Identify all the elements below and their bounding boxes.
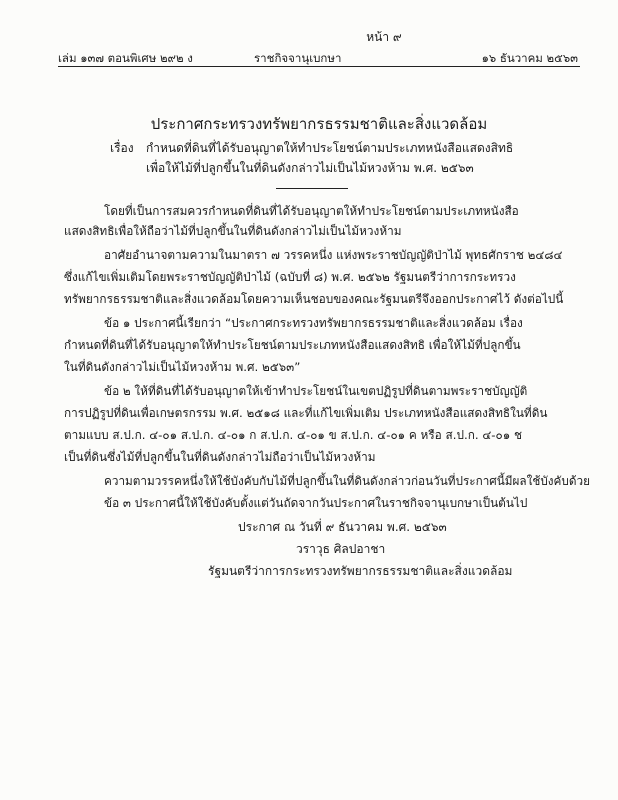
signatory-position: รัฐมนตรีว่าการกระทรวงทรัพยากรธรรมชาติและสิ่งแวดล้อม (208, 564, 513, 578)
body-line: ข้อ ๒ ให้ที่ดินที่ได้รับอนุญาตให้เข้าทำประโยชน์ในเขตปฏิรูปที่ดินตามพระราชบัญญัติ (104, 384, 528, 398)
subject-line-1: กำหนดที่ดินที่ได้รับอนุญาตให้ทำประโยชน์ตามประเภทหนังสือแสดงสิทธิ (146, 141, 514, 155)
body-line: การปฏิรูปที่ดินเพื่อเกษตรกรรม พ.ศ. ๒๕๑๘ และที่แก้ไขเพิ่มเติม ประเภทหนังสือแสดงสิทธิในที่ดิน (64, 406, 548, 420)
signatory-name: วราวุธ ศิลปอาชา (296, 542, 386, 556)
gazette-publication: ราชกิจจานุเบกษา (254, 51, 342, 65)
body-line: ตามแบบ ส.ป.ก. ๔-๐๑ ส.ป.ก. ๔-๐๑ ก ส.ป.ก. ๔-๐๑ ข ส.ป.ก. ๔-๐๑ ค หรือ ส.ป.ก. ๔-๐๑ ช (64, 428, 522, 442)
body-line: แสดงสิทธิเพื่อให้ถือว่าไม้ที่ปลูกขึ้นในที่ดินดังกล่าวไม่เป็นไม้หวงห้าม (64, 224, 402, 238)
body-line: ซึ่งแก้ไขเพิ่มเติมโดยพระราชบัญญัติป่าไม้ (ฉบับที่ ๘) พ.ศ. ๒๕๖๒ รัฐมนตรีว่าการกระทรวง (64, 270, 516, 284)
header-divider (58, 66, 580, 67)
gazette-volume: เล่ม ๑๓๗ ตอนพิเศษ ๒๙๒ ง (58, 51, 193, 65)
body-line: ข้อ ๓ ประกาศนี้ให้ใช้บังคับตั้งแต่วันถัดจากวันประกาศในราชกิจจานุเบกษาเป็นต้นไป (104, 496, 528, 510)
gazette-date: ๑๖ ธันวาคม ๒๕๖๓ (481, 51, 578, 65)
body-line: โดยที่เป็นการสมควรกำหนดที่ดินที่ได้รับอนุญาตให้ทำประโยชน์ตามประเภทหนังสือ (104, 204, 519, 218)
title-divider (276, 188, 348, 189)
subject-line-2: เพื่อให้ไม้ที่ปลูกขึ้นในที่ดินดังกล่าวไม่เป็นไม้หวงห้าม พ.ศ. ๒๕๖๓ (146, 161, 474, 175)
page-number: หน้า ๙ (366, 30, 402, 44)
body-line: เป็นที่ดินซึ่งไม้ที่ปลูกขึ้นในที่ดินดังกล่าวไม่ถือว่าเป็นไม้หวงห้าม (64, 450, 376, 464)
body-line: ในที่ดินดังกล่าวไม่เป็นไม้หวงห้าม พ.ศ. ๒๕๖๓” (64, 360, 301, 374)
body-line: กำหนดที่ดินที่ได้รับอนุญาตให้ทำประโยชน์ตามประเภทหนังสือแสดงสิทธิ เพื่อให้ไม้ที่ปลูกขึ้น (64, 338, 521, 352)
announcement-date: ประกาศ ณ วันที่ ๙ ธันวาคม พ.ศ. ๒๕๖๓ (238, 520, 447, 534)
body-line: ข้อ ๑ ประกาศนี้เรียกว่า “ประกาศกระทรวงทรัพยากรธรรมชาติและสิ่งแวดล้อม เรื่อง (104, 316, 523, 330)
gazette-header (58, 46, 578, 66)
announcement-title: ประกาศกระทรวงทรัพยากรธรรมชาติและสิ่งแวดล้อม (150, 115, 488, 133)
body-line: ความตามวรรคหนึ่งให้ใช้บังคับกับไม้ที่ปลูกขึ้นในที่ดินดังกล่าวก่อนวันที่ประกาศนี้มีผลใช้บังคับด้วย (104, 474, 590, 488)
subject-label: เรื่อง (110, 141, 134, 155)
body-line: ทรัพยากรธรรมชาติและสิ่งแวดล้อมโดยความเห็นชอบของคณะรัฐมนตรีจึงออกประกาศไว้ ดังต่อไปนี้ (64, 292, 564, 306)
body-line: อาศัยอำนาจตามความในมาตรา ๗ วรรคหนึ่ง แห่งพระราชบัญญัติป่าไม้ พุทธศักราช ๒๔๘๔ (104, 248, 563, 262)
